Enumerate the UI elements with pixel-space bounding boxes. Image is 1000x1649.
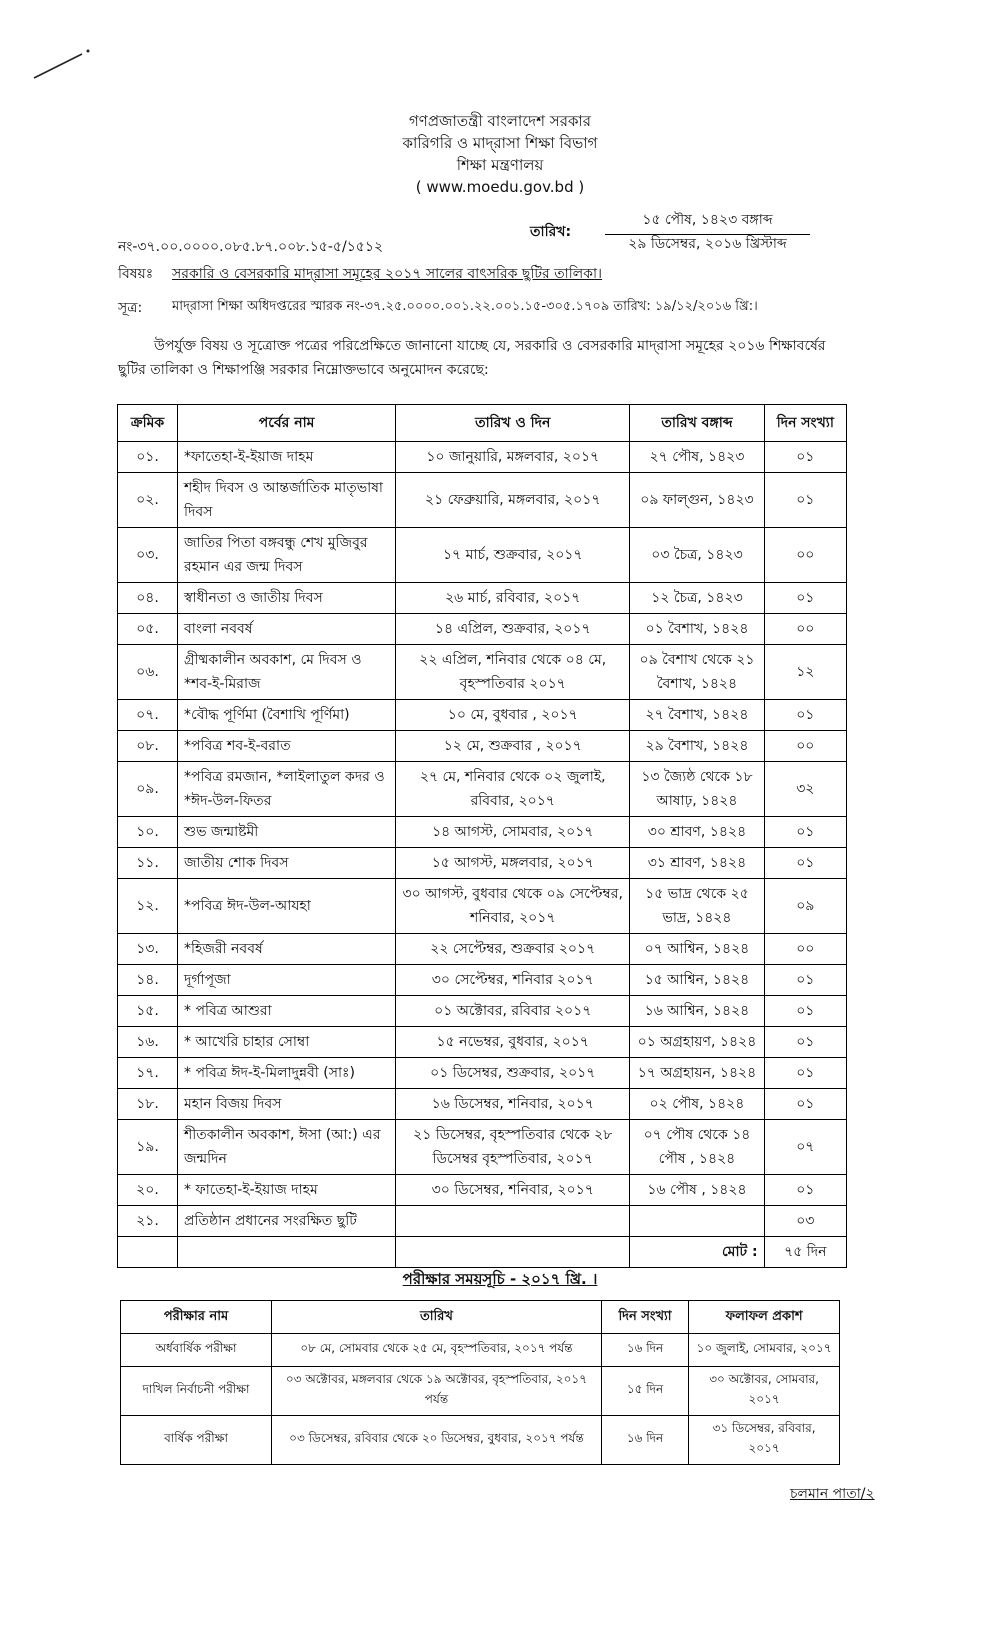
- holiday-row: [118, 1089, 847, 1120]
- govt-name: গণপ্রজাতন্ত্রী বাংলাদেশ সরকার: [408, 112, 592, 130]
- date-gregorian: ২৯ ডিসেম্বর, ২০১৬ খ্রিস্টাব্দ: [628, 236, 787, 252]
- exam-col-result: ফলাফল প্রকাশ: [689, 1301, 840, 1334]
- holiday-table: [117, 404, 847, 1268]
- memo-ref: নং-৩৭.০০.০০০০.০৮৫.৮৭.০০৮.১৫-৫/১৫১২: [118, 239, 384, 255]
- row-festival: *বৌদ্ধ পূর্ণিমা (বৈশাখি পূর্ণিমা): [178, 700, 396, 731]
- exam-name: দাখিল নির্বাচনী পরীক্ষা: [121, 1367, 272, 1416]
- holiday-row: [118, 934, 847, 965]
- exam-name: অর্ধবার্ষিক পরীক্ষা: [121, 1334, 272, 1367]
- source-text: মাদ্‌রাসা শিক্ষা অধিদপ্তরের স্মারক নং-৩৭.২৫.০০০০.০০১.২২.০০১.১৫-৩০৫.১৭০৯ তারিখ: ১৯/১২/২০১৬ খ্রি:।: [172, 299, 758, 314]
- holiday-row: [118, 528, 847, 583]
- row-date-day: ১২ মে, শুক্রবার , ২০১৭: [396, 731, 630, 762]
- row-serial: ২০.: [118, 1175, 178, 1206]
- total-label: মোট :: [630, 1237, 764, 1268]
- row-festival: * পবিত্র ঈদ-ই-মিলাদুন্নবী (সাঃ): [178, 1058, 396, 1089]
- holiday-row: [118, 848, 847, 879]
- row-bangla-date: ০৭ পৌষ থেকে ১৪ পৌষ , ১৪২৪: [630, 1120, 764, 1175]
- row-serial: ০৫.: [118, 614, 178, 645]
- col-festival: পর্বের নাম: [178, 405, 396, 442]
- holiday-row: [118, 442, 847, 473]
- exam-name: বার্ষিক পরীক্ষা: [121, 1416, 272, 1465]
- row-date-day: ২২ এপ্রিল, শনিবার থেকে ০৪ মে, বৃহস্পতিবার ২০১৭: [396, 645, 630, 700]
- row-days: ১২: [764, 645, 846, 700]
- row-date-day: ৩০ আগস্ট, বুধবার থেকে ০৯ সেপ্টেম্বর, শনিবার, ২০১৭: [396, 879, 630, 934]
- subject-text: সরকারি ও বেসরকারি মাদ্‌রাসা সমূহের ২০১৭ সালের বাৎসরিক ছুটির তালিকা।: [172, 266, 603, 282]
- row-days: ০১: [764, 817, 846, 848]
- holiday-row: [118, 731, 847, 762]
- website-link[interactable]: ( www.moedu.gov.bd ): [415, 178, 585, 196]
- row-days: ০১: [764, 965, 846, 996]
- exam-date: ০৩ অক্টোবর, মঙ্গলবার থেকে ১৯ অক্টোবর, বৃহস্পতিবার, ২০১৭ পর্যন্ত: [272, 1367, 602, 1416]
- exam-result: ৩০ অক্টোবর, সোমবার, ২০১৭: [689, 1367, 840, 1416]
- row-serial: ১২.: [118, 879, 178, 934]
- exam-date: ০৩ ডিসেম্বর, রবিবার থেকে ২০ ডিসেম্বর, বুধবার, ২০১৭ পর্যন্ত: [272, 1416, 602, 1465]
- row-bangla-date: ০৯ বৈশাখ থেকে ২১ বৈশাখ, ১৪২৪: [630, 645, 764, 700]
- holiday-row: [118, 700, 847, 731]
- row-days: ০১: [764, 700, 846, 731]
- continued-page: চলমান পাতা/২: [790, 1486, 875, 1502]
- col-bangla-date: তারিখ বঙ্গাব্দ: [630, 405, 764, 442]
- row-date-day: ১৫ নভেম্বর, বুধবার, ২০১৭: [396, 1027, 630, 1058]
- pen-mark: [30, 42, 90, 82]
- row-days: ০৯: [764, 879, 846, 934]
- row-festival: গ্রীষ্মকালীন অবকাশ, মে দিবস ও *শব-ই-মিরাজ: [178, 645, 396, 700]
- total-value: ৭৫ দিন: [764, 1237, 846, 1268]
- row-days: ০৩: [764, 1206, 846, 1237]
- row-date-day: ১৭ মার্চ, শুক্রবার, ২০১৭: [396, 528, 630, 583]
- exam-col-date: তারিখ: [272, 1301, 602, 1334]
- row-serial: ০৬.: [118, 645, 178, 700]
- row-date-day: ৩০ ডিসেম্বর, শনিবার, ২০১৭: [396, 1175, 630, 1206]
- row-serial: ০৭.: [118, 700, 178, 731]
- row-festival: *ফাতেহা-ই-ইয়াজ দাহম: [178, 442, 396, 473]
- exam-title: পরীক্ষার সময়সূচি - ২০১৭ খ্রি. ।: [402, 1270, 598, 1288]
- exam-table: [120, 1300, 840, 1465]
- col-serial: ক্রমিক: [118, 405, 178, 442]
- row-serial: ১৯.: [118, 1120, 178, 1175]
- date-bangla: ১৫ পৌষ, ১৪২৩ বঙ্গাব্দ: [605, 208, 810, 235]
- holiday-row: [118, 879, 847, 934]
- exam-result: ৩১ ডিসেম্বর, রবিবার, ২০১৭: [689, 1416, 840, 1465]
- row-bangla-date: ০৭ আশ্বিন, ১৪২৪: [630, 934, 764, 965]
- row-serial: ০৯.: [118, 762, 178, 817]
- row-days: ০১: [764, 1027, 846, 1058]
- row-date-day: ১০ মে, বুধবার , ২০১৭: [396, 700, 630, 731]
- holiday-body: [118, 442, 847, 1237]
- holiday-header-row: [118, 405, 847, 442]
- row-date-day: ২৬ মার্চ, রবিবার, ২০১৭: [396, 583, 630, 614]
- exam-date: ০৮ মে, সোমবার থেকে ২৫ মে, বৃহস্পতিবার, ২০১৭ পর্যন্ত: [272, 1334, 602, 1367]
- row-bangla-date: ১৬ আশ্বিন, ১৪২৪: [630, 996, 764, 1027]
- exam-header-row: [121, 1301, 840, 1334]
- row-days: ০১: [764, 442, 846, 473]
- exam-body: [121, 1334, 840, 1465]
- row-date-day: ২৭ মে, শনিবার থেকে ০২ জুলাই, রবিবার, ২০১৭: [396, 762, 630, 817]
- row-days: ৩২: [764, 762, 846, 817]
- row-days: ০১: [764, 1089, 846, 1120]
- row-festival: জাতির পিতা বঙ্গবন্ধু শেখ মুজিবুর রহমান এর জন্ম দিবস: [178, 528, 396, 583]
- holiday-row: [118, 1027, 847, 1058]
- row-bangla-date: ০১ অগ্রহায়ণ, ১৪২৪: [630, 1027, 764, 1058]
- col-days: দিন সংখ্যা: [764, 405, 846, 442]
- row-days: ০১: [764, 848, 846, 879]
- row-bangla-date: ০৩ চৈত্র, ১৪২৩: [630, 528, 764, 583]
- ministry-name: শিক্ষা মন্ত্রণালয়: [456, 156, 544, 174]
- holiday-row: [118, 996, 847, 1027]
- row-serial: ১৩.: [118, 934, 178, 965]
- row-serial: ০১.: [118, 442, 178, 473]
- row-bangla-date: ১২ চৈত্র, ১৪২৩: [630, 583, 764, 614]
- holiday-row: [118, 1120, 847, 1175]
- row-days: ০১: [764, 996, 846, 1027]
- row-date-day: ১৪ আগস্ট, সোমবার, ২০১৭: [396, 817, 630, 848]
- row-serial: ১৬.: [118, 1027, 178, 1058]
- exam-col-days: দিন সংখ্যা: [601, 1301, 688, 1334]
- col-date-day: তারিখ ও দিন: [396, 405, 630, 442]
- row-festival: * পবিত্র আশুরা: [178, 996, 396, 1027]
- row-date-day: ২২ সেপ্টেম্বর, শুক্রবার ২০১৭: [396, 934, 630, 965]
- row-festival: প্রতিষ্ঠান প্রধানের সংরক্ষিত ছুটি: [178, 1206, 396, 1237]
- row-festival: মহান বিজয় দিবস: [178, 1089, 396, 1120]
- row-date-day: ১৪ এপ্রিল, শুক্রবার, ২০১৭: [396, 614, 630, 645]
- row-festival: স্বাধীনতা ও জাতীয় দিবস: [178, 583, 396, 614]
- row-bangla-date: ৩১ শ্রাবণ, ১৪২৪: [630, 848, 764, 879]
- holiday-row: [118, 614, 847, 645]
- row-date-day: ০১ অক্টোবর, রবিবার ২০১৭: [396, 996, 630, 1027]
- row-bangla-date: ২৯ বৈশাখ, ১৪২৪: [630, 731, 764, 762]
- row-days: ০১: [764, 583, 846, 614]
- row-bangla-date: ১৫ আশ্বিন, ১৪২৪: [630, 965, 764, 996]
- subject-label: বিষয়ঃ: [118, 266, 154, 282]
- row-bangla-date: ১৬ পৌষ , ১৪২৪: [630, 1175, 764, 1206]
- row-festival: *পবিত্র শব-ই-বরাত: [178, 731, 396, 762]
- row-days: ০১: [764, 473, 846, 528]
- exam-days: ১৬ দিন: [601, 1416, 688, 1465]
- row-date-day: ০১ ডিসেম্বর, শুক্রবার, ২০১৭: [396, 1058, 630, 1089]
- holiday-row: [118, 473, 847, 528]
- row-bangla-date: ১৩ জ্যৈষ্ঠ থেকে ১৮ আষাঢ়, ১৪২৪: [630, 762, 764, 817]
- holiday-row: [118, 645, 847, 700]
- total-row: [118, 1237, 847, 1268]
- row-days: ০৭: [764, 1120, 846, 1175]
- row-serial: ০৮.: [118, 731, 178, 762]
- row-bangla-date: ২৭ পৌষ, ১৪২৩: [630, 442, 764, 473]
- row-festival: শীতকালীন অবকাশ, ঈসা (আ:) এর জন্মদিন: [178, 1120, 396, 1175]
- exam-col-name: পরীক্ষার নাম: [121, 1301, 272, 1334]
- division-name: কারিগরি ও মাদ্‌রাসা শিক্ষা বিভাগ: [402, 134, 598, 152]
- row-date-day: ২১ ফেব্রুয়ারি, মঙ্গলবার, ২০১৭: [396, 473, 630, 528]
- row-serial: ১০.: [118, 817, 178, 848]
- row-festival: শুভ জন্মাষ্টমী: [178, 817, 396, 848]
- row-serial: ১৮.: [118, 1089, 178, 1120]
- row-bangla-date: ১৭ অগ্রহায়ন, ১৪২৪: [630, 1058, 764, 1089]
- row-festival: * আখেরি চাহার সোম্বা: [178, 1027, 396, 1058]
- row-bangla-date: ০৯ ফাল্গুন, ১৪২৩: [630, 473, 764, 528]
- source-label: সূত্র:: [118, 300, 143, 316]
- row-serial: ০২.: [118, 473, 178, 528]
- row-days: ০০: [764, 614, 846, 645]
- row-date-day: [396, 1206, 630, 1237]
- row-date-day: ১৫ আগস্ট, মঙ্গলবার, ২০১৭: [396, 848, 630, 879]
- row-serial: ০৩.: [118, 528, 178, 583]
- row-festival: বাংলা নববর্ষ: [178, 614, 396, 645]
- row-date-day: ৩০ সেপ্টেম্বর, শনিবার ২০১৭: [396, 965, 630, 996]
- row-festival: * ফাতেহা-ই-ইয়াজ দাহম: [178, 1175, 396, 1206]
- holiday-row: [118, 1175, 847, 1206]
- exam-row: [121, 1334, 840, 1367]
- holiday-row: [118, 762, 847, 817]
- row-bangla-date: [630, 1206, 764, 1237]
- holiday-row: [118, 1058, 847, 1089]
- row-festival: *হিজরী নববর্ষ: [178, 934, 396, 965]
- total-empty-3: [396, 1237, 630, 1268]
- row-serial: ২১.: [118, 1206, 178, 1237]
- row-date-day: ১৬ ডিসেম্বর, শনিবার, ২০১৭: [396, 1089, 630, 1120]
- row-serial: ১৭.: [118, 1058, 178, 1089]
- holiday-row: [118, 583, 847, 614]
- row-bangla-date: ০১ বৈশাখ, ১৪২৪: [630, 614, 764, 645]
- holiday-row: [118, 817, 847, 848]
- row-days: ০১: [764, 1058, 846, 1089]
- row-serial: ১১.: [118, 848, 178, 879]
- exam-days: ১৬ দিন: [601, 1334, 688, 1367]
- row-bangla-date: ৩০ শ্রাবণ, ১৪২৪: [630, 817, 764, 848]
- row-days: ০০: [764, 528, 846, 583]
- row-days: ০১: [764, 1175, 846, 1206]
- total-empty-2: [178, 1237, 396, 1268]
- row-serial: ১৫.: [118, 996, 178, 1027]
- row-festival: জাতীয় শোক দিবস: [178, 848, 396, 879]
- holiday-row: [118, 1206, 847, 1237]
- exam-row: [121, 1367, 840, 1416]
- row-festival: দূর্গাপূজা: [178, 965, 396, 996]
- exam-row: [121, 1416, 840, 1465]
- intro-paragraph: উপর্যুক্ত বিষয় ও সূত্রোক্ত পত্রের পরিপ্রেক্ষিতে জানানো যাচ্ছে যে, সরকারি ও বেসরকারি মাদ্‌রাসা সমূহের ২০১৬ শিক্ষাবর্ষের ছুটির তালিকা ও শিক্ষাপঞ্জি সরকার নিম্নোক্তভাবে অনুমোদন করেছে:: [118, 338, 826, 378]
- row-days: ০০: [764, 934, 846, 965]
- row-date-day: ১০ জানুয়ারি, মঙ্গলবার, ২০১৭: [396, 442, 630, 473]
- row-date-day: ২১ ডিসেম্বর, বৃহস্পতিবার থেকে ২৮ ডিসেম্বর বৃহস্পতিবার, ২০১৭: [396, 1120, 630, 1175]
- row-festival: শহীদ দিবস ও আন্তর্জাতিক মাতৃভাষা দিবস: [178, 473, 396, 528]
- row-bangla-date: ০২ পৌষ, ১৪২৪: [630, 1089, 764, 1120]
- row-bangla-date: ১৫ ভাদ্র থেকে ২৫ ভাদ্র, ১৪২৪: [630, 879, 764, 934]
- row-serial: ১৪.: [118, 965, 178, 996]
- row-days: ০০: [764, 731, 846, 762]
- exam-days: ১৫ দিন: [601, 1367, 688, 1416]
- row-serial: ০৪.: [118, 583, 178, 614]
- total-empty-1: [118, 1237, 178, 1268]
- row-festival: *পবিত্র ঈদ-উল-আযহা: [178, 879, 396, 934]
- date-label: তারিখ:: [530, 224, 572, 240]
- row-bangla-date: ২৭ বৈশাখ, ১৪২৪: [630, 700, 764, 731]
- row-festival: *পবিত্র রমজান, *লাইলাতুল কদর ও *ঈদ-উল-ফিতর: [178, 762, 396, 817]
- holiday-row: [118, 965, 847, 996]
- exam-result: ১০ জুলাই, সোমবার, ২০১৭: [689, 1334, 840, 1367]
